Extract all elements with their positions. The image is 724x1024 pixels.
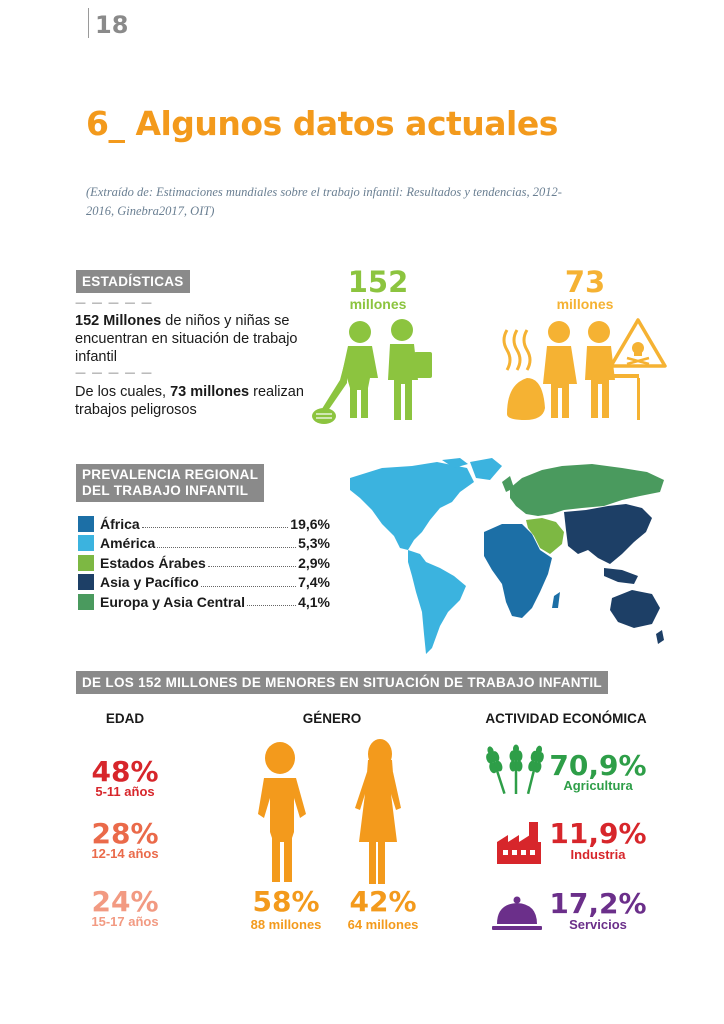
gender-girls-percent: 42% — [349, 885, 417, 918]
age-5-11-label: 5-11 años — [95, 784, 155, 799]
divider-dash: — — — — — — [75, 296, 153, 309]
age-heading: EDAD — [105, 711, 145, 726]
industry-label: Industria — [570, 847, 626, 862]
stat-152-text: 152 Millones de niños y niñas se encuentran en situación de trabajo infantil — [75, 313, 298, 365]
figure-73-number: 73 — [564, 265, 606, 299]
services-percent: 17,2% — [549, 887, 647, 920]
legend-swatch — [78, 535, 94, 551]
boy-silhouette-icon — [250, 742, 310, 887]
page-title: 6_ Algunos datos actuales — [86, 104, 558, 143]
stat-73-text: De los cuales, 73 millones realizan trabajos peligrosos — [75, 384, 304, 418]
legend-region-name: Estados Árabes — [100, 554, 206, 571]
legend-row — [78, 534, 330, 554]
age-5-11-percent: 48% — [91, 755, 159, 788]
legend-region-value: 19,6% — [290, 515, 330, 532]
children-working-icon — [310, 318, 440, 428]
age-15-17-label: 15-17 años — [91, 914, 159, 929]
gender-heading: GÉNERO — [302, 711, 362, 726]
legend-row — [78, 514, 330, 534]
stats-label: ESTADÍSTICAS — [76, 270, 190, 293]
legend-region-value: 4,1% — [298, 593, 330, 610]
regional-legend — [78, 514, 330, 612]
legend-dot-leader — [142, 517, 289, 528]
legend-dot-leader — [157, 537, 296, 548]
map-north-america — [350, 462, 474, 550]
girl-silhouette-icon — [355, 738, 405, 888]
figure-73-unit: millones — [556, 296, 614, 312]
legend-region-name: África — [100, 515, 140, 532]
breakdown-label: DE LOS 152 MILLONES DE MENORES EN SITUACIÓN DE TRABAJO INFANTIL — [76, 671, 608, 694]
legend-dot-leader — [201, 576, 296, 587]
factory-icon — [497, 822, 541, 864]
legend-swatch — [78, 516, 94, 532]
cloche-icon — [492, 896, 542, 932]
gender-boys-percent: 58% — [252, 885, 320, 918]
industry-percent: 11,9% — [549, 817, 647, 850]
regional-label: PREVALENCIA REGIONAL DEL TRABAJO INFANTIL — [76, 464, 264, 502]
legend-region-value: 7,4% — [298, 574, 330, 591]
legend-dot-leader — [247, 595, 296, 606]
gender-boys-label: 88 millones — [250, 917, 322, 932]
legend-region-value: 2,9% — [298, 554, 330, 571]
figure-152-number: 152 — [347, 265, 409, 299]
activity-heading: ACTIVIDAD ECONÓMICA — [485, 711, 647, 726]
gender-girls-label: 64 millones — [347, 917, 419, 932]
page-number: 18 — [88, 8, 128, 38]
services-label: Servicios — [569, 917, 627, 932]
legend-swatch — [78, 574, 94, 590]
divider-dash: — — — — — — [75, 366, 153, 379]
age-12-14-percent: 28% — [91, 817, 159, 850]
age-15-17-percent: 24% — [91, 885, 159, 918]
legend-swatch — [78, 555, 94, 571]
legend-region-name: América — [100, 535, 156, 552]
legend-swatch — [78, 594, 94, 610]
legend-row — [78, 573, 330, 593]
wheat-icon — [490, 746, 538, 796]
agriculture-percent: 70,9% — [549, 749, 647, 782]
source-citation: (Extraído de: Estimaciones mundiales sobre el trabajo infantil: Resultados y tendencias, 2012-2016, Ginebra2017, OIT) — [86, 185, 562, 218]
agriculture-label: Agricultura — [563, 778, 633, 793]
map-south-america — [408, 550, 466, 654]
legend-region-name: Asia y Pacífico — [100, 574, 199, 591]
legend-row — [78, 592, 330, 612]
legend-region-name: Europa y Asia Central — [100, 593, 245, 610]
children-hazard-icon — [505, 318, 670, 428]
legend-dot-leader — [208, 556, 296, 567]
age-12-14-label: 12-14 años — [91, 846, 159, 861]
figure-152-unit: millones — [349, 296, 407, 312]
world-map — [342, 458, 672, 663]
legend-row — [78, 553, 330, 573]
legend-region-value: 5,3% — [298, 535, 330, 552]
map-asia-pacific — [564, 504, 652, 564]
